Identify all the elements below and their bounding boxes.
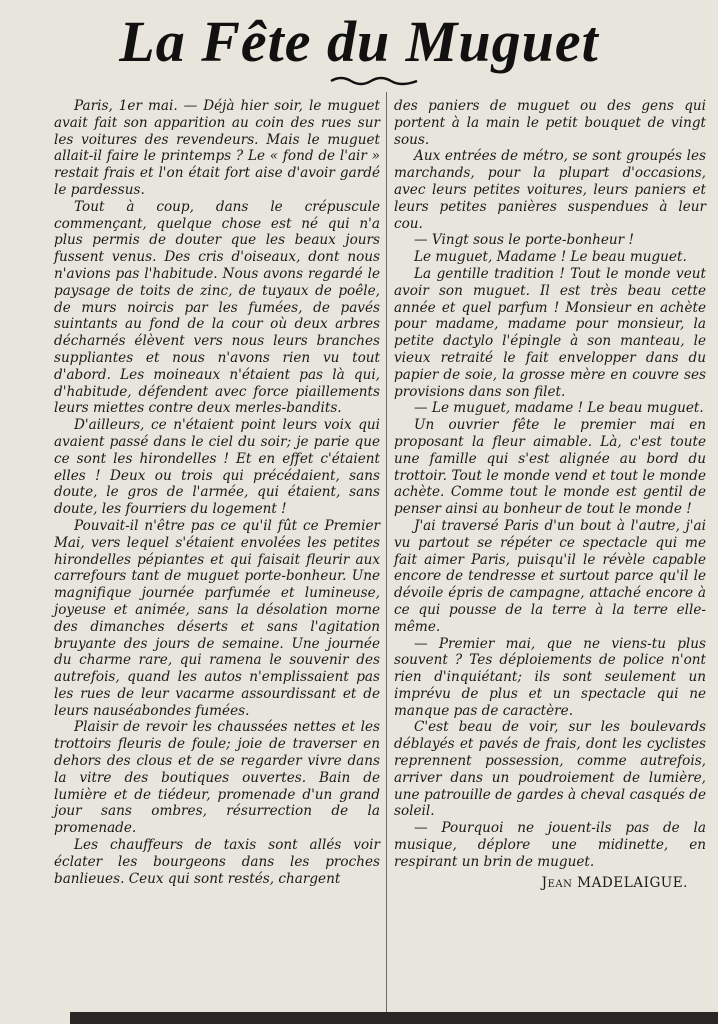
paragraph: — Le muguet, madame ! Le beau muguet. (414, 400, 704, 417)
paragraph: — Vingt sous le porte-bonheur ! (414, 232, 634, 249)
paragraph: Un ouvrier fête le premier mai en proposant la fleur aimable. Là, c'est toute une famille qui s'est alignée au bord du trottoir. Tout le monde vend et tout le monde achète. Comme tout le monde est gentil de penser ainsi au bonheur de tout le monde ! (394, 417, 706, 518)
paragraph: La gentille tradition ! Tout le monde veut avoir son muguet. Il est très beau cette année et quel parfum ! Monsieur en achète pour madame, madame pour monsieur, la petite dactylo l'épingle à son manteau, le vieux retraité le fait envelopper dans du papier de soie, la grosse mère en couvre ses provisions dans son filet. (394, 265, 706, 400)
paragraph: Tout à coup, dans le crépuscule commençant, quelque chose est né qui n'a plus permis de douter que les beaux jours fussent venus. Des cris d'oiseaux, dont nous n'avions pas l'habitude. Nous avons regardé le paysage de toits de zinc, de tuyaux de poêle, de murs noircis par les fumées, de pavés suintants au fond de la cour où deux arbres décharnés élèvent vers nous leurs branches suppliantes et nous n'avons rien vu tout d'abord. Les moineaux n'étaient pas là qui, d'habitude, défendent avec force piaillements leurs miettes contre deux merles-bandits. (54, 198, 380, 417)
paragraph: D'ailleurs, ce n'étaient point leurs voix qui avaient passé dans le ciel du soir; je parie que ce sont les hirondelles ! Et en effet c'étaient elles ! Deux ou trois qui précédaient, sans doute, le gros de l'armée, qui étaient, sans doute, les fourriers du logement ! (54, 417, 380, 518)
left-column (54, 98, 380, 887)
paragraph: Pouvait-il n'être pas ce qu'il fût ce Premier Mai, vers lequel s'étaient envolées les petites hirondelles pépiantes et qui faisait fleurir aux carrefours tant de muguet porte-bonheur. Une magnifique journée parfumée et lumineuse, joyeuse et animée, sans la désolation morne des dimanches déserts et sans l'agitation bruyante des jours de semaine. Une journée du charme rare, qui ramena le souvenir des autrefois, quand les autos n'emplissaient pas les rues de leur vacarme assourdissant et de leurs nauséabondes fumées. (54, 517, 380, 719)
paragraph: Plaisir de revoir les chaussées nettes et les trottoirs fleuris de foule; joie de traverser en dehors des clous et de se regarder vivre dans la vitre des boutiques ouvertes. Bain de lumière et de tiédeur, promenade d'un grand jour sans ombres, résurrection de la promenade. (54, 719, 380, 837)
paragraph: Aux entrées de métro, se sont groupés les marchands, pour la plupart d'occasions, avec leurs petites voitures, leurs paniers et leurs petites panières suspendues à leur cou. (394, 148, 706, 232)
paragraph: C'est beau de voir, sur les boulevards déblayés et pavés de frais, dont les cyclistes reprennent possession, comme autrefois, arriver dans un poudroiement de lumière, une patrouille de gardes à cheval casqués de soleil. (394, 719, 706, 820)
paragraph: — Pourquoi ne jouent-ils pas de la musique, déplore une midinette, en respirant un brin de muguet. (394, 820, 706, 870)
paragraph: Le muguet, Madame ! Le beau muguet. (414, 249, 687, 266)
title-ornament (329, 74, 419, 88)
bottom-rule (70, 1012, 718, 1024)
paragraph: Les chauffeurs de taxis sont allés voir éclater les bourgeons dans les proches banlieues. Ceux qui sont restés, chargent (54, 837, 380, 887)
paragraph: J'ai traversé Paris d'un bout à l'autre, j'ai vu partout se répéter ce spectacle qui me fait aimer Paris, puisqu'il le révèle capable encore de tendresse et surtout parce qu'il le dévoile épris de campagne, attaché encore à ce qui pousse de la terre à la terre elle-même. (394, 517, 706, 635)
paragraph: des paniers de muguet ou des gens qui portent à la main le petit bouquet de vingt sous. (394, 98, 706, 148)
paragraph: — Premier mai, que ne viens-tu plus souvent ? Tes déploiements de police n'ont rien d'inquiétant; ils sont seulement un imprévu de plus et un spectacle qui ne manque pas de caractère. (394, 635, 706, 719)
author-signature: Jean MADELAIGUE. (541, 874, 688, 891)
paragraph: Paris, 1er mai. — Déjà hier soir, le muguet avait fait son apparition au coin des rues sur les voitures des revendeurs. Mais le muguet allait-il faire le printemps ? Le « fond de l'air » restait frais et l'on était fort aise d'avoir gardé le pardessus. (54, 98, 380, 198)
right-column (394, 98, 706, 891)
article-title: La Fête du Muguet (119, 9, 599, 74)
column-divider (386, 92, 387, 1012)
